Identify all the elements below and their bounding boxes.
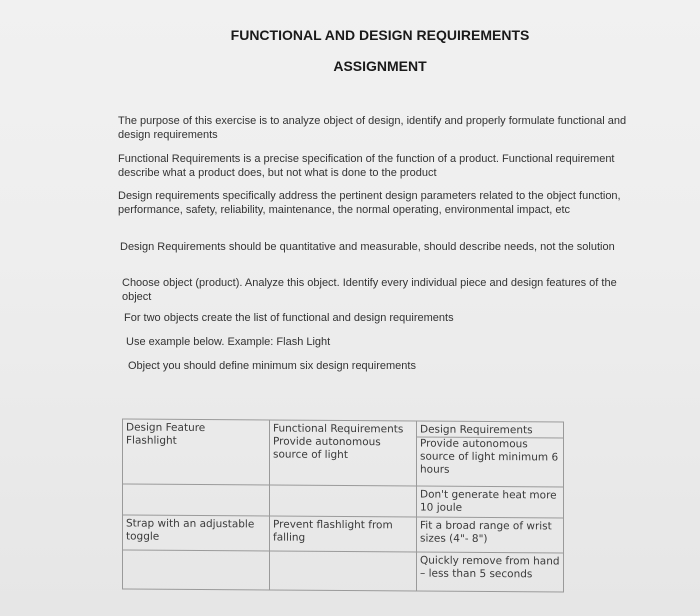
table-cell-empty — [123, 484, 270, 516]
paragraph-two-objects: For two objects create the list of functional and design requirements — [124, 312, 454, 324]
paragraph-design-requirements: Design requirements specifically address the pertinent design parameters related to the object function, performance, safety, reliability, maintenance, the normal operating, environmental impact, etc — [118, 190, 621, 216]
paragraph-example: Use example below. Example: Flash Light — [126, 336, 331, 348]
header-design-feature: Design Feature — [126, 421, 206, 435]
paragraph-choose-object: Choose object (product). Analyze this object. Identify every individual piece and design features of the object — [122, 277, 617, 303]
cell-functional-falling: Prevent flashlight from falling — [270, 516, 417, 552]
cell-feature-strap: Strap with an adjustable toggle — [123, 515, 270, 551]
header-design-requirements: Design Requirements — [417, 424, 563, 439]
cell-functional-light: Provide autonomous source of light — [273, 435, 381, 462]
paragraph-functional-requirements: Functional Requirements is a precise specification of the function of a product. Functional requirement describe what a product does, but not what is done to the product — [118, 153, 615, 179]
table-cell-empty — [270, 485, 417, 517]
table-row — [123, 419, 564, 487]
cell-design-wrist-sizes: Fit a broad range of wrist sizes (4"- 8") — [417, 517, 564, 553]
table-cell — [270, 420, 417, 486]
document-subtitle: ASSIGNMENT — [333, 58, 427, 74]
table-row — [123, 550, 564, 592]
table-cell-empty — [270, 551, 417, 591]
requirements-table — [122, 418, 564, 592]
table-row — [123, 515, 564, 553]
paragraph-minimum-six: Object you should define minimum six design requirements — [128, 360, 416, 372]
table-row — [123, 484, 564, 518]
table-cell — [417, 421, 564, 487]
header-functional-requirements: Functional Requirements — [273, 422, 404, 436]
table-cell — [123, 419, 270, 485]
cell-feature-flashlight: Flashlight — [126, 434, 177, 447]
paragraph-purpose: The purpose of this exercise is to analyze object of design, identify and properly formulate functional and design requirements — [118, 115, 627, 141]
table-cell-empty — [123, 550, 270, 590]
document-title: FUNCTIONAL AND DESIGN REQUIREMENTS — [230, 27, 530, 43]
cell-design-remove: Quickly remove from hand – less than 5 seconds — [417, 552, 564, 592]
cell-design-heat: Don't generate heat more 10 joule — [417, 486, 564, 518]
cell-design-six-hours: Provide autonomous source of light minimum 6 hours — [420, 437, 559, 476]
paragraph-quantitative: Design Requirements should be quantitative and measurable, should describe needs, not the solution — [120, 241, 615, 253]
